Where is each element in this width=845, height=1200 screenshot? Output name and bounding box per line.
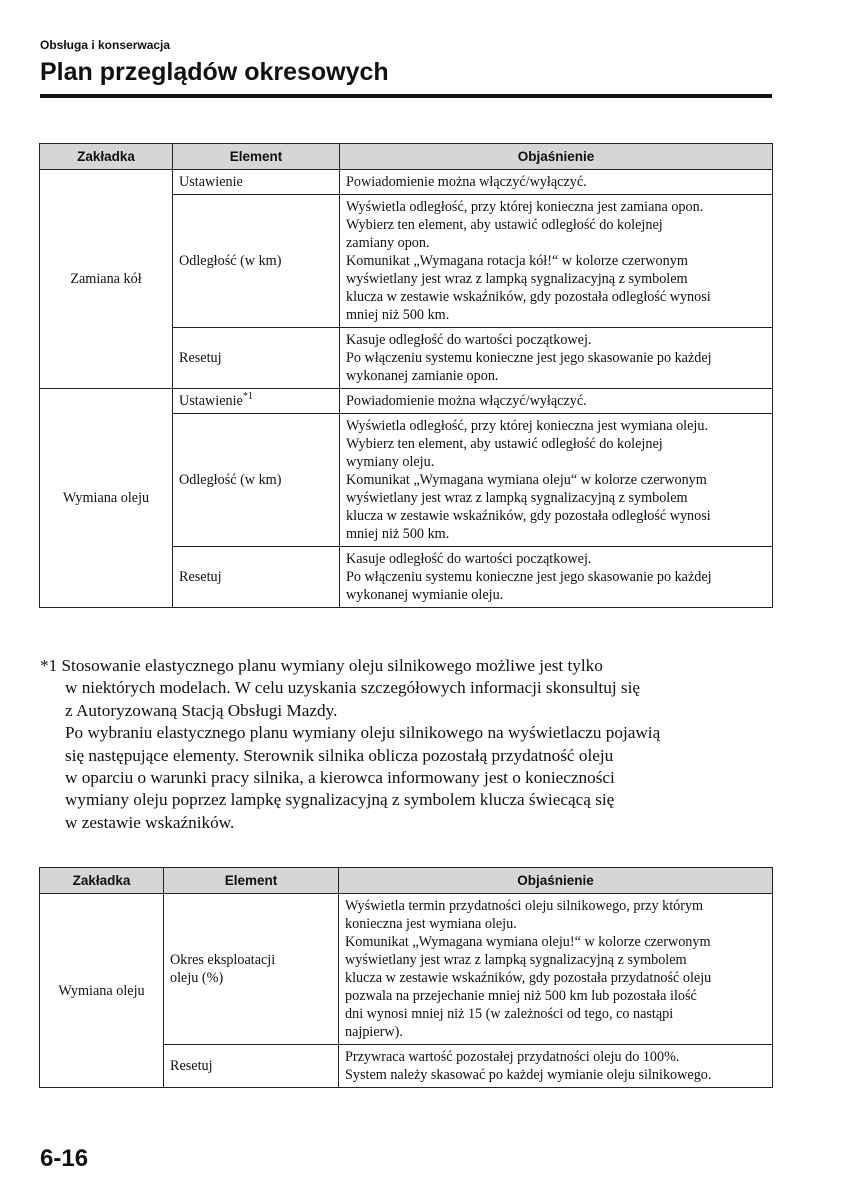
footnote-line: w zestawie wskaźników.: [65, 812, 235, 832]
explanation-line: Wybierz ten element, aby ustawić odległość do kolejnej: [346, 217, 663, 233]
section-label: Obsługa i konserwacja: [40, 38, 171, 52]
explanation-cell: [339, 1045, 773, 1088]
element-cell: Odległość (w km): [173, 414, 340, 547]
explanation-cell: [340, 389, 773, 414]
column-header-tab: Zakładka: [40, 144, 173, 170]
column-header-element: Element: [173, 144, 340, 170]
footnote-line: się następujące elementy. Sterownik silnika oblicza pozostałą przydatność oleju: [65, 745, 614, 765]
explanation-cell: [339, 894, 773, 1045]
explanation-line: wykonanej wymianie oleju.: [346, 587, 504, 603]
explanation-line: mniej niż 500 km.: [346, 307, 450, 323]
explanation-line: Komunikat „Wymagana rotacja kół!“ w kolorze czerwonym: [346, 253, 688, 269]
explanation-line: konieczna jest wymiana oleju.: [345, 916, 517, 932]
footnote-line: z Autoryzowaną Stacją Obsługi Mazdy.: [65, 700, 338, 720]
explanation-line: wymiany oleju.: [346, 454, 435, 470]
maintenance-table-2: [39, 867, 773, 1088]
tab-cell: Wymiana oleju: [40, 389, 173, 608]
table-row: [40, 389, 773, 414]
explanation-line: wyświetlany jest wraz z lampką sygnalizacyjną z symbolem: [345, 952, 687, 968]
table-header-row: [40, 144, 773, 170]
explanation-line: mniej niż 500 km.: [346, 526, 450, 542]
explanation-line: Wyświetla termin przydatności oleju silnikowego, przy którym: [345, 898, 704, 914]
element-cell: Resetuj: [173, 547, 340, 608]
explanation-line: System należy skasować po każdej wymianie oleju silnikowego.: [345, 1067, 712, 1083]
explanation-line: najpierw).: [345, 1024, 403, 1040]
element-cell: [164, 894, 339, 1045]
explanation-line: klucza w zestawie wskaźników, gdy pozostała odległość wynosi: [346, 289, 711, 305]
explanation-line: Po włączeniu systemu konieczne jest jego skasowanie po każdej: [346, 350, 712, 366]
element-cell: [164, 1045, 339, 1088]
explanation-cell: [340, 328, 773, 389]
maintenance-table-1: [39, 143, 773, 608]
explanation-line: klucza w zestawie wskaźników, gdy pozostała przydatność oleju: [345, 970, 712, 986]
explanation-line: Komunikat „Wymagana wymiana oleju!“ w kolorze czerwonym: [345, 934, 711, 950]
explanation-line: klucza w zestawie wskaźników, gdy pozostała odległość wynosi: [346, 508, 711, 524]
column-header-element: Element: [164, 868, 339, 894]
footnote-line: Po wybraniu elastycznego planu wymiany oleju silnikowego na wyświetlaczu pojawią: [65, 723, 661, 743]
footnote-line: w oparciu o warunki pracy silnika, a kierowca informowany jest o konieczności: [65, 768, 615, 788]
explanation-line: Kasuje odległość do wartości początkowej.: [346, 332, 592, 348]
element-label: Ustawienie: [179, 393, 243, 409]
element-cell: [173, 389, 340, 414]
explanation-line: wyświetlany jest wraz z lampką sygnalizacyjną z symbolem: [346, 271, 688, 287]
table-header-row: [40, 868, 773, 894]
footnote-line: wymiany oleju poprzez lampkę sygnalizacyjną z symbolem klucza świecącą się: [65, 790, 615, 810]
footnote-line: w niektórych modelach. W celu uzyskania szczegółowych informacji skonsultuj się: [65, 678, 640, 698]
element-cell: Resetuj: [173, 328, 340, 389]
element-line: Resetuj: [170, 1058, 213, 1074]
explanation-line: pozwala na przejechanie mniej niż 500 km lub pozostała ilość: [345, 988, 697, 1004]
explanation-line: wyświetlany jest wraz z lampką sygnalizacyjną z symbolem: [346, 490, 688, 506]
explanation-line: zamiany opon.: [346, 235, 430, 251]
element-cell: Ustawienie: [173, 170, 340, 195]
table-row: [40, 894, 773, 1045]
explanation-cell: [340, 547, 773, 608]
explanation-line: dni wynosi mniej niż 15 (w zależności od tego, co nastąpi: [345, 1006, 674, 1022]
page-number: 6-16: [40, 1145, 89, 1172]
explanation-line: wykonanej zamianie opon.: [346, 368, 499, 384]
explanation-line: Powiadomienie można włączyć/wyłączyć.: [346, 174, 587, 190]
explanation-cell: [340, 170, 773, 195]
footnote: [40, 655, 780, 834]
column-header-explanation: Objaśnienie: [340, 144, 773, 170]
explanation-line: Wybierz ten element, aby ustawić odległość do kolejnej: [346, 436, 663, 452]
explanation-line: Wyświetla odległość, przy której konieczna jest wymiana oleju.: [346, 418, 708, 434]
element-line: oleju (%): [170, 970, 224, 986]
footnote-line: Stosowanie elastycznego planu wymiany oleju silnikowego możliwe jest tylko: [61, 656, 603, 675]
title-rule: [40, 94, 772, 98]
column-header-tab: Zakładka: [40, 868, 164, 894]
explanation-cell: [340, 414, 773, 547]
element-line: Okres eksploatacji: [170, 952, 276, 968]
column-header-explanation: Objaśnienie: [339, 868, 773, 894]
explanation-line: Kasuje odległość do wartości początkowej.: [346, 551, 592, 567]
element-cell: Odległość (w km): [173, 195, 340, 328]
explanation-cell: [340, 195, 773, 328]
tab-cell: Zamiana kół: [40, 170, 173, 389]
tab-cell: Wymiana oleju: [40, 894, 164, 1088]
page-title: Plan przeglądów okresowych: [40, 58, 389, 86]
footnote-first-line: [40, 655, 780, 677]
explanation-line: Powiadomienie można włączyć/wyłączyć.: [346, 393, 587, 409]
explanation-line: Wyświetla odległość, przy której konieczna jest zamiana opon.: [346, 199, 704, 215]
explanation-line: Przywraca wartość pozostałej przydatności oleju do 100%.: [345, 1049, 680, 1065]
explanation-line: Komunikat „Wymagana wymiana oleju“ w kolorze czerwonym: [346, 472, 707, 488]
table-row: [40, 170, 773, 195]
footnote-body: [40, 677, 780, 834]
footnote-ref: *1: [242, 391, 253, 402]
explanation-line: Po włączeniu systemu konieczne jest jego skasowanie po każdej: [346, 569, 712, 585]
footnote-marker: *1: [40, 656, 58, 675]
